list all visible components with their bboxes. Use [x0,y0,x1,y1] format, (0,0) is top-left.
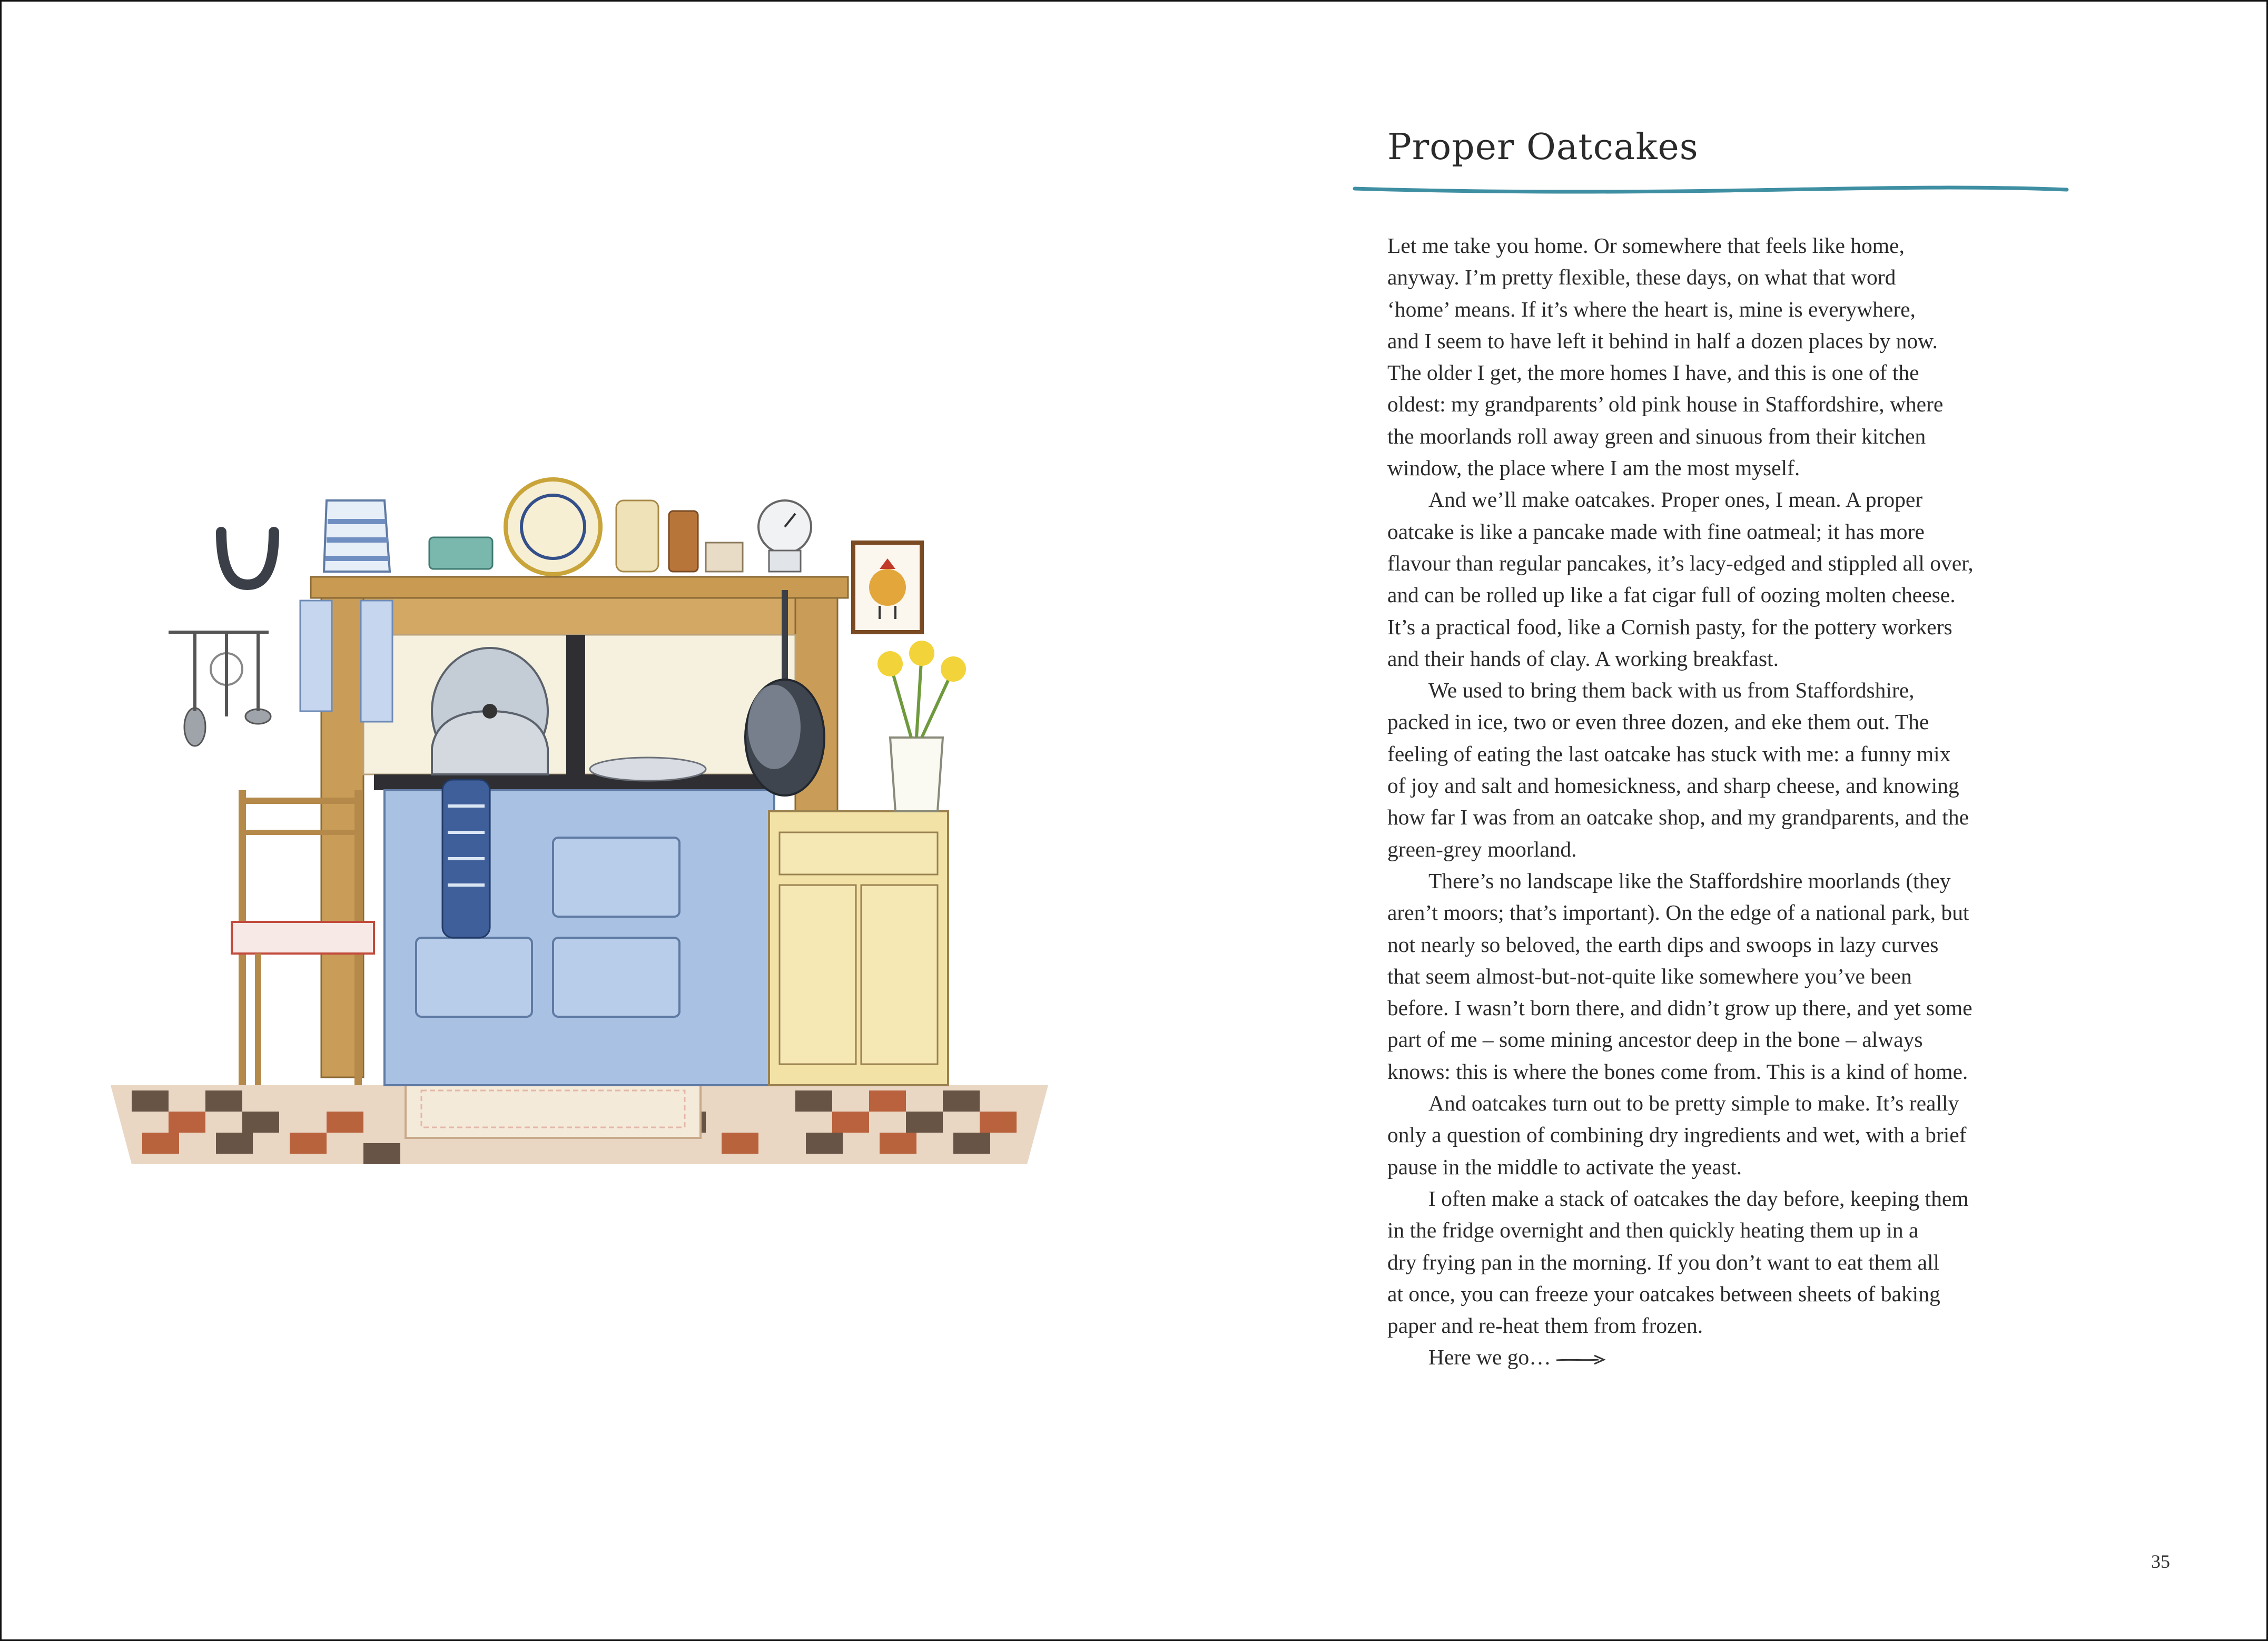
text-line: of joy and salt and homesickness, and sharp cheese, and knowing [1387,773,1959,798]
text-line: anyway. I’m pretty flexible, these days, on what that word [1387,265,1896,290]
paragraph [1387,865,2114,1087]
text-line: knows: this is where the bones come from. This is a kind of home. [1387,1059,1968,1084]
paragraph [1387,1183,2114,1341]
text-line: paper and re-heat them from frozen. [1387,1313,1703,1338]
text-line: ‘home’ means. If it’s where the heart is, mine is everywhere, [1387,297,1916,321]
rooster-picture-icon [853,543,922,632]
page-title: Proper Oatcakes [1387,126,1699,168]
text-line: There’s no landscape like the Staffordshire moorlands (they [1428,868,1951,893]
text-line: not nearly so beloved, the earth dips and swoops in lazy curves [1387,932,1939,957]
text-line: green-grey moorland. [1387,837,1577,861]
text-line: dry frying pan in the morning. If you don’t want to eat them all [1387,1250,1940,1274]
text-line: at once, you can freeze your oatcakes between sheets of baking [1387,1281,1940,1306]
kitchen-illustration [90,464,1069,1201]
title-underline [1353,179,2069,200]
kettle-icon [432,648,548,774]
horseshoe-icon [221,532,274,585]
text-line: flavour than regular pancakes, it’s lacy-edged and stippled all over, [1387,551,1974,575]
text-line: pause in the middle to activate the yeast. [1387,1154,1742,1179]
text-line: Let me take you home. Or somewhere that feels like home, [1387,233,1905,258]
text-line: Here we go… [1387,1341,2114,1373]
text-line: The older I get, the more homes I have, and this is one of the [1387,360,1919,385]
paragraph [1387,230,2114,484]
weighing-scale-icon [758,500,811,572]
text-line: And oatcakes turn out to be pretty simple to make. It’s really [1428,1091,1959,1116]
text-line: in the fridge overnight and then quickly heating them up in a [1387,1218,1919,1243]
text-line: only a question of combining dry ingredients and wet, with a brief [1387,1123,1967,1147]
text-line: and I seem to have left it behind in half a dozen places by now. [1387,328,1938,353]
body-text [1387,230,2114,1373]
text-line: packed in ice, two or even three dozen, and eke them out. The [1387,710,1929,734]
text-line: the moorlands roll away green and sinuous from their kitchen [1387,424,1926,448]
text-line: I often make a stack of oatcakes the day before, keeping them [1428,1186,1969,1211]
text-line: how far I was from an oatcake shop, and my grandparents, and the [1387,805,1969,830]
text-line: oldest: my grandparents’ old pink house in Staffordshire, where [1387,392,1944,417]
paragraph [1387,484,2114,674]
range-cooker [374,758,785,1085]
text-line: that seem almost-but-not-quite like somewhere you’ve been [1387,964,1912,988]
plates [429,479,600,574]
checkered-floor [111,1080,1048,1164]
page-number: 35 [2151,1551,2170,1572]
text-line: oatcake is like a pancake made with fine oatmeal; it has more [1387,519,1925,544]
text-line: window, the place where I am the most myself. [1387,456,1800,480]
text-line: and their hands of clay. A working breakfast. [1387,646,1779,671]
stoneware-jars [616,500,743,572]
jug-icon [324,500,390,572]
paragraph [1387,674,2114,865]
text-line: feeling of eating the last oatcake has stuck with me: a funny mix [1387,741,1951,766]
daffodil-vase-icon [877,641,966,811]
side-cupboard [769,811,948,1085]
text-line: aren’t moors; that’s important). On the edge of a national park, but [1387,900,1969,925]
text-line: before. I wasn’t born there, and didn’t grow up there, and yet some [1387,996,1973,1020]
paragraph [1387,1087,2114,1183]
arrow-right-icon [1554,1353,1607,1367]
paragraph [1387,1341,2114,1373]
hanging-utensils [169,632,271,746]
text-line: And we’ll make oatcakes. Proper ones, I mean. A proper [1428,487,1923,512]
text-line: It’s a practical food, like a Cornish pasty, for the pottery workers [1387,614,1953,639]
text-line: and can be rolled up like a fat cigar full of oozing molten cheese. [1387,583,1956,607]
text-line: We used to bring them back with us from Staffordshire, [1428,678,1915,703]
text-line: part of me – some mining ancestor deep in the bone – always [1387,1027,1923,1052]
